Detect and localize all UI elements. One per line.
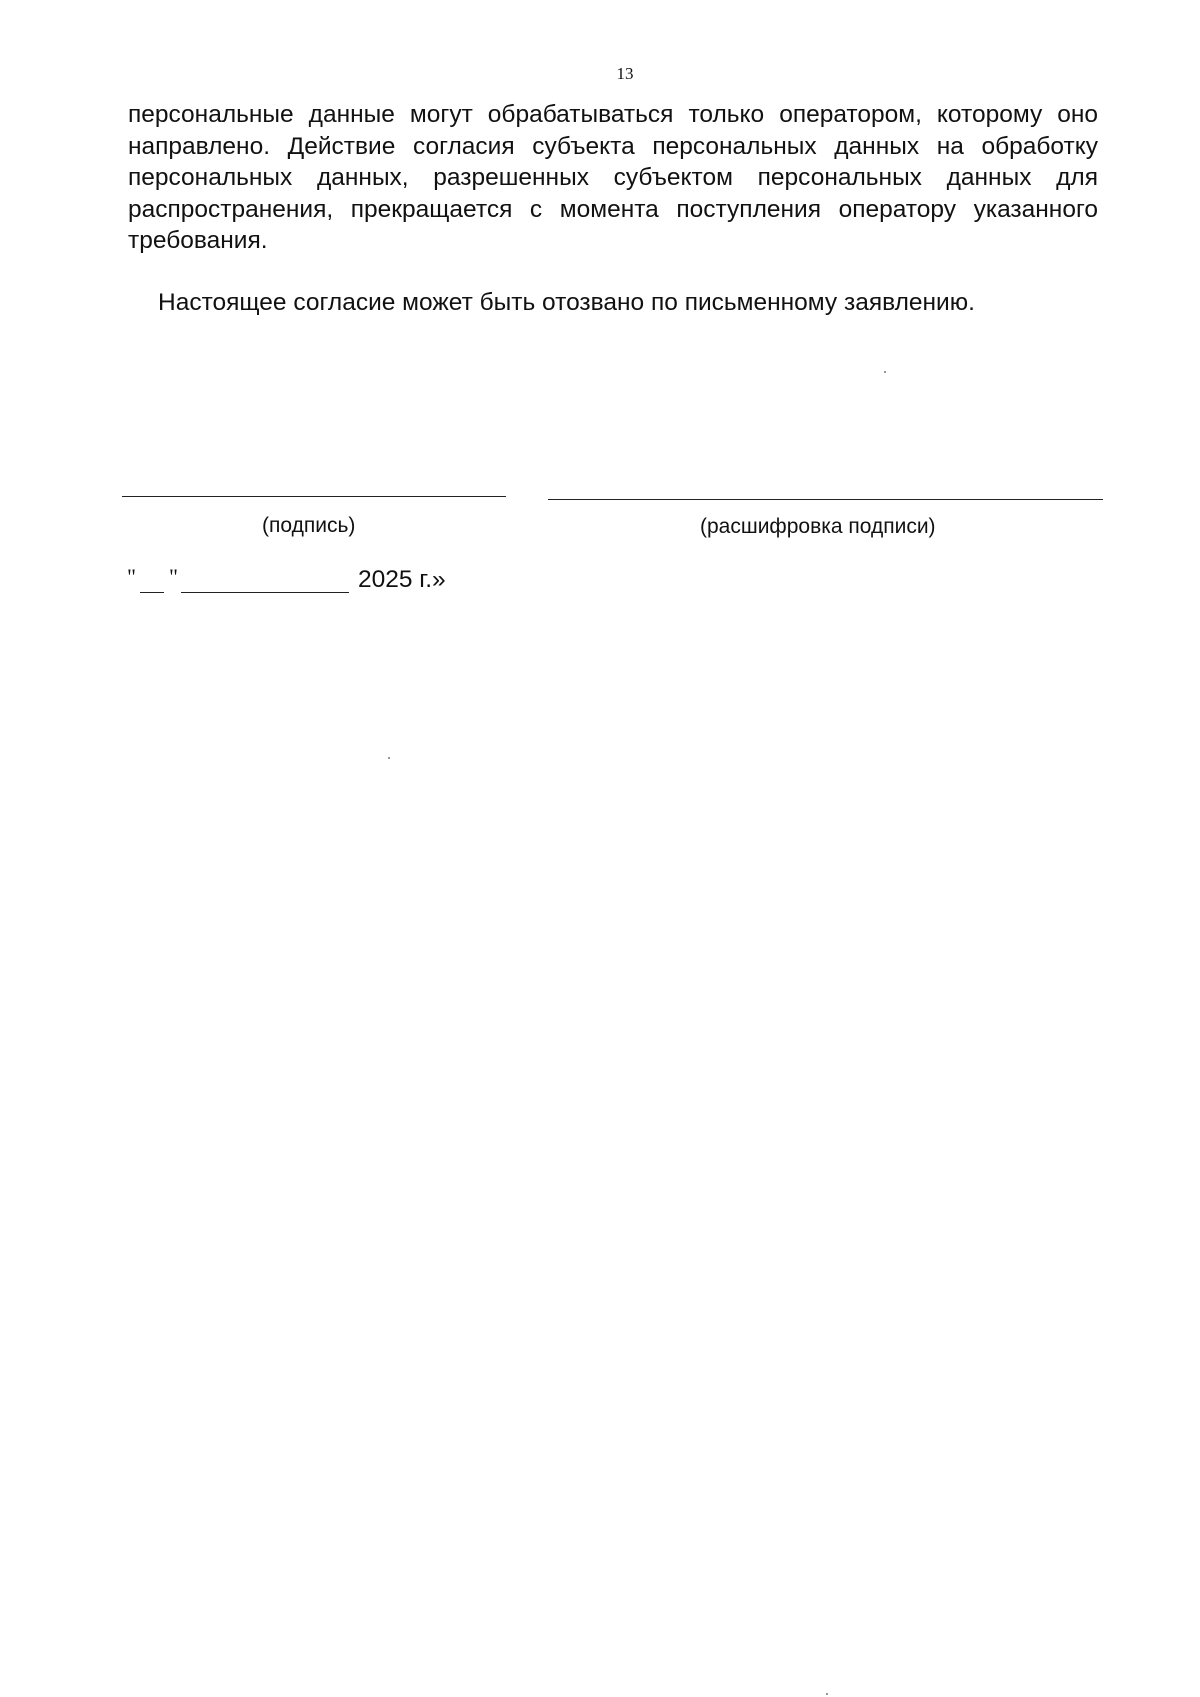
date-field bbox=[127, 564, 487, 596]
month-blank-line bbox=[181, 592, 349, 593]
day-blank-line bbox=[140, 592, 164, 593]
scan-speck bbox=[826, 1693, 828, 1695]
page-number: 13 bbox=[616, 64, 634, 83]
signature-caption: (подпись) bbox=[262, 514, 356, 537]
signature-line bbox=[122, 496, 506, 497]
scan-speck bbox=[884, 371, 886, 373]
signature-transcript-line bbox=[548, 499, 1103, 500]
signature-transcript-caption: (расшифровка подписи) bbox=[700, 515, 936, 538]
date-open-quote: " bbox=[127, 564, 136, 589]
date-year: 2025 г.» bbox=[358, 566, 446, 593]
revocation-paragraph: Настоящее согласие может быть отозвано по письменному заявлению. bbox=[158, 289, 975, 316]
consent-paragraph: персональные данные могут обрабатываться только оператором, которому оно направлено. Действие согласия субъекта персональных данных на обработку персональных данных, разрешенных субъектом персональных данных для распространения, прекращается с момента поступления оператору указанного требования. bbox=[128, 101, 1098, 254]
date-close-quote: " bbox=[169, 564, 178, 589]
scan-speck bbox=[388, 757, 390, 759]
